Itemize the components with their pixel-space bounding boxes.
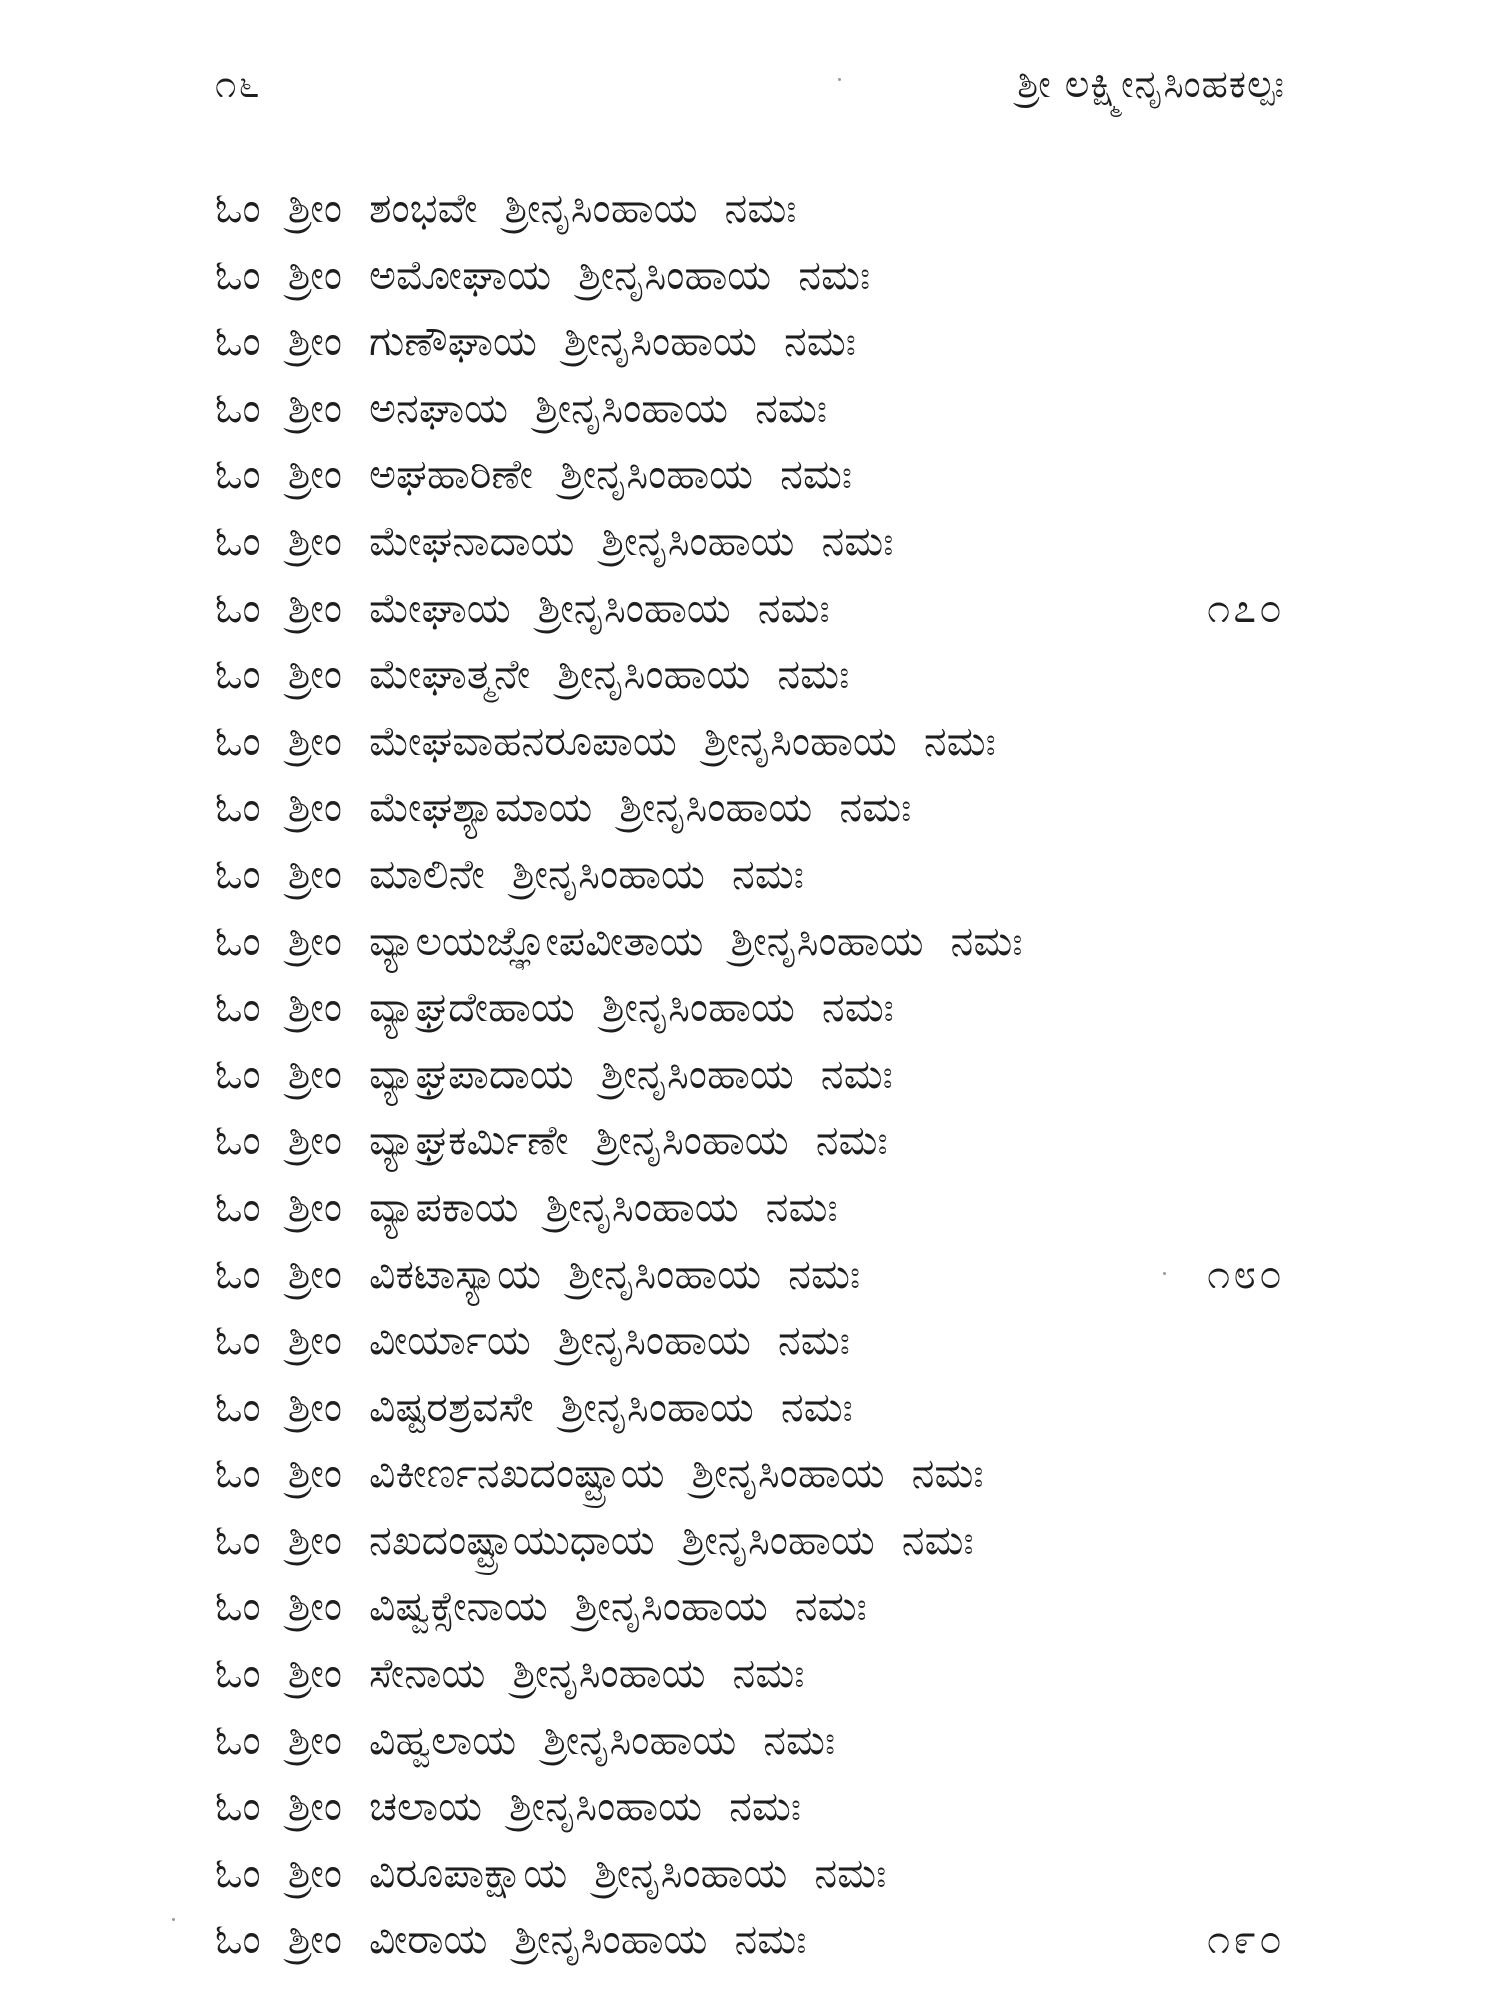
mantra-line <box>215 1573 1285 1640</box>
mantra-text: ಓಂ ಶ್ರೀಂ ಅಘಹಾರಿಣೇ ಶ್ರೀನೃಸಿಂಹಾಯ ನಮಃ <box>215 450 853 499</box>
mantra-text: ಓಂ ಶ್ರೀಂ ವೀರ್ಯಾಯ ಶ್ರೀನೃಸಿಂಹಾಯ ನಮಃ <box>215 1316 850 1365</box>
mantra-line <box>215 841 1285 908</box>
mantra-line <box>215 1840 1285 1907</box>
mantra-line <box>215 1107 1285 1174</box>
page-number: ೧೬ <box>215 62 262 106</box>
running-title: ಶ್ರೀ ಲಕ್ಷ್ಮೀನೃಸಿಂಹಕಲ್ಪಃ <box>1017 62 1285 106</box>
mantra-line <box>215 1906 1285 1973</box>
mantra-line <box>215 1174 1285 1241</box>
mantra-text: ಓಂ ಶ್ರೀಂ ವ್ಯಾಘ್ರದೇಹಾಯ ಶ್ರೀನೃಸಿಂಹಾಯ ನಮಃ <box>215 983 894 1032</box>
mantra-text: ಓಂ ಶ್ರೀಂ ವ್ಯಾಪಕಾಯ ಶ್ರೀನೃಸಿಂಹಾಯ ನಮಃ <box>215 1182 838 1231</box>
mantra-line <box>215 974 1285 1041</box>
mantra-line <box>215 508 1285 575</box>
mantra-text: ಓಂ ಶ್ರೀಂ ಮೇಘಾತ್ಮನೇ ಶ್ರೀನೃಸಿಂಹಾಯ ನಮಃ <box>215 650 850 699</box>
mantra-line <box>215 1374 1285 1441</box>
verse-count: ೧೭೦ <box>1207 583 1285 632</box>
mantra-text: ಓಂ ಶ್ರೀಂ ಅನಘಾಯ ಶ್ರೀನೃಸಿಂಹಾಯ ನಮಃ <box>215 383 828 432</box>
mantra-text: ಓಂ ಶ್ರೀಂ ಮೇಘವಾಹನರೂಪಾಯ ಶ್ರೀನೃಸಿಂಹಾಯ ನಮಃ <box>215 716 996 765</box>
mantra-line <box>215 1773 1285 1840</box>
page-header <box>215 62 1285 122</box>
mantra-text: ಓಂ ಶ್ರೀಂ ಮೇಘನಾದಾಯ ಶ್ರೀನೃಸಿಂಹಾಯ ನಮಃ <box>215 516 894 565</box>
mantra-line <box>215 375 1285 442</box>
verse-count: ೧೮೦ <box>1207 1249 1285 1298</box>
mantra-line <box>215 774 1285 841</box>
mantra-text: ಓಂ ಶ್ರೀಂ ಸೇನಾಯ ಶ್ರೀನೃಸಿಂಹಾಯ ನಮಃ <box>215 1649 805 1698</box>
mantra-line <box>215 641 1285 708</box>
mantra-text: ಓಂ ಶ್ರೀಂ ಅಮೋಘಾಯ ಶ್ರೀನೃಸಿಂಹಾಯ ನಮಃ <box>215 250 871 299</box>
mantra-text: ಓಂ ಶ್ರೀಂ ವಿಕಟಾಸ್ಯಾಯ ಶ್ರೀನೃಸಿಂಹಾಯ ನಮಃ <box>215 1249 861 1298</box>
mantra-line <box>215 1241 1285 1308</box>
mantra-text: ಓಂ ಶ್ರೀಂ ವಿಷ್ಟರಶ್ರವಸೇ ಶ್ರೀನೃಸಿಂಹಾಯ ನಮಃ <box>215 1382 853 1431</box>
mantra-line <box>215 242 1285 309</box>
verse-count: ೧೯೦ <box>1207 1915 1285 1964</box>
mantra-text: ಓಂ ಶ್ರೀಂ ವೀರಾಯ ಶ್ರೀನೃಸಿಂಹಾಯ ನಮಃ <box>215 1915 807 1964</box>
mantra-text: ಓಂ ಶ್ರೀಂ ವ್ಯಾಘ್ರಪಾದಾಯ ಶ್ರೀನೃಸಿಂಹಾಯ ನಮಃ <box>215 1049 893 1098</box>
mantra-text: ಓಂ ಶ್ರೀಂ ವಿಹ್ವಲಾಯ ಶ್ರೀನೃಸಿಂಹಾಯ ನಮಃ <box>215 1715 836 1764</box>
scan-speck <box>172 1918 175 1921</box>
mantra-text: ಓಂ ಶ್ರೀಂ ನಖದಂಷ್ಟ್ರಾಯುಧಾಯ ಶ್ರೀನೃಸಿಂಹಾಯ ನಮಃ <box>215 1515 974 1564</box>
mantra-line <box>215 1707 1285 1774</box>
mantra-text: ಓಂ ಶ್ರೀಂ ವಿಷ್ವಕ್ಸೇನಾಯ ಶ್ರೀನೃಸಿಂಹಾಯ ನಮಃ <box>215 1582 867 1631</box>
mantra-line <box>215 1507 1285 1574</box>
mantra-line <box>215 308 1285 375</box>
mantra-text: ಓಂ ಶ್ರೀಂ ವ್ಯಾಲಯಜ್ಞೋಪವೀತಾಯ ಶ್ರೀನೃಸಿಂಹಾಯ ನಮಃ <box>215 916 1023 965</box>
scan-speck <box>838 78 841 81</box>
mantra-text: ಓಂ ಶ್ರೀಂ ಚಲಾಯ ಶ್ರೀನೃಸಿಂಹಾಯ ನಮಃ <box>215 1782 802 1831</box>
mantra-line <box>215 1640 1285 1707</box>
scan-speck <box>1163 1272 1166 1275</box>
mantra-text: ಓಂ ಶ್ರೀಂ ವಿರೂಪಾಕ್ಷಾಯ ಶ್ರೀನೃಸಿಂಹಾಯ ನಮಃ <box>215 1848 887 1897</box>
mantra-text: ಓಂ ಶ್ರೀಂ ಶಂಭವೇ ಶ್ರೀನೃಸಿಂಹಾಯ ನಮಃ <box>215 184 797 232</box>
mantra-line <box>215 441 1285 508</box>
mantra-text: ಓಂ ಶ್ರೀಂ ಮಾಲಿನೇ ಶ್ರೀನೃಸಿಂಹಾಯ ನಮಃ <box>215 849 804 898</box>
mantra-text: ಓಂ ಶ್ರೀಂ ವಿಕೀರ್ಣನಖದಂಷ್ಟ್ರಾಯ ಶ್ರೀನೃಸಿಂಹಾಯ ನಮಃ <box>215 1449 984 1498</box>
mantra-text: ಓಂ ಶ್ರೀಂ ಮೇಘಶ್ಯಾಮಾಯ ಶ್ರೀನೃಸಿಂಹಾಯ ನಮಃ <box>215 783 912 832</box>
mantra-text: ಓಂ ಶ್ರೀಂ ಮೇಘಾಯ ಶ್ರೀನೃಸಿಂಹಾಯ ನಮಃ <box>215 583 830 632</box>
mantra-line <box>215 175 1285 242</box>
mantra-line <box>215 908 1285 975</box>
mantra-line <box>215 575 1285 642</box>
mantra-line <box>215 1440 1285 1507</box>
mantra-line <box>215 708 1285 775</box>
mantra-text: ಓಂ ಶ್ರೀಂ ವ್ಯಾಘ್ರಕರ್ಮಿಣೇ ಶ್ರೀನೃಸಿಂಹಾಯ ನಮಃ <box>215 1116 888 1165</box>
mantra-line <box>215 1307 1285 1374</box>
mantra-list <box>215 175 1285 1973</box>
mantra-text: ಓಂ ಶ್ರೀಂ ಗುಣೌಘಾಯ ಶ್ರೀನೃಸಿಂಹಾಯ ನಮಃ <box>215 317 856 366</box>
mantra-line <box>215 1041 1285 1108</box>
